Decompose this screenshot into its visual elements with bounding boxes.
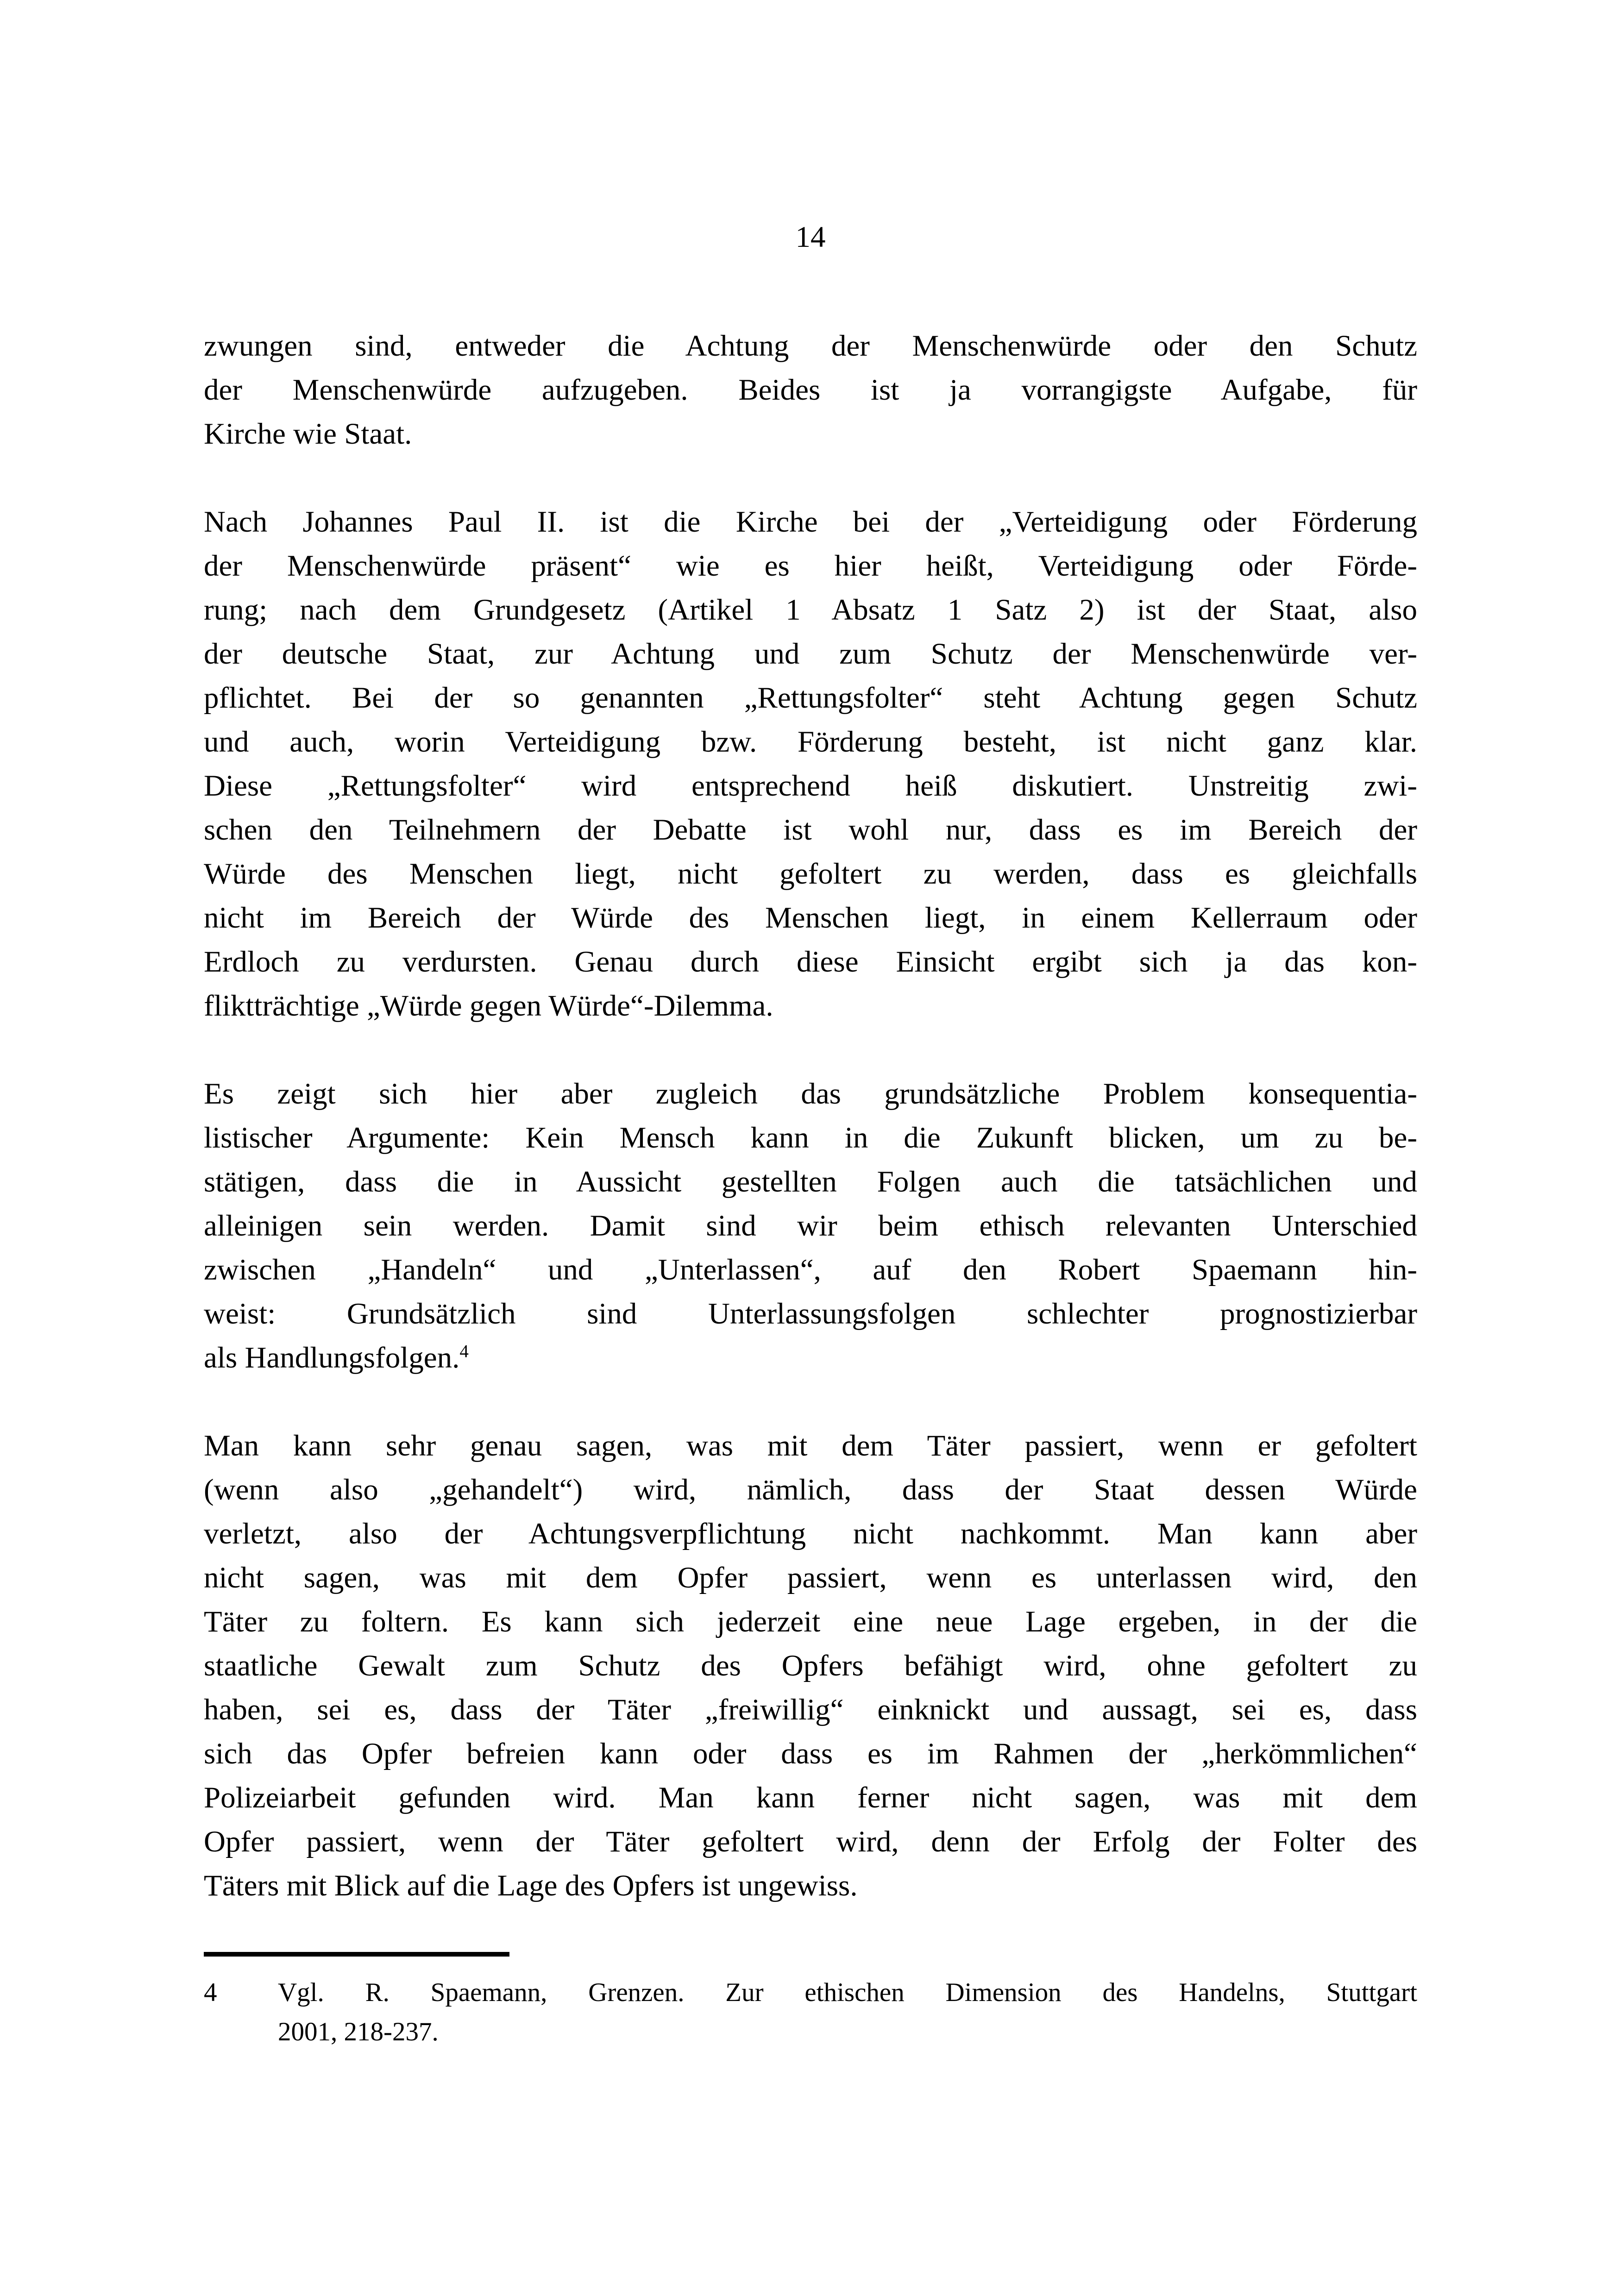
text-line: rung; nach dem Grundgesetz (Artikel 1 Absatz 1 Satz 2) ist der Staat, also [204, 593, 1417, 627]
text-line: Würde des Menschen liegt, nicht gefoltert zu werden, dass es gleichfalls [204, 857, 1417, 891]
text-line: pflichtet. Bei der so genannten „Rettungsfolter“ steht Achtung gegen Schutz [204, 681, 1417, 715]
footnote-separator [204, 1952, 509, 1957]
footnote-reference: 4 [459, 1341, 469, 1361]
text-line: Täter zu foltern. Es kann sich jederzeit eine neue Lage ergeben, in der die [204, 1605, 1417, 1638]
text-line: nicht sagen, was mit dem Opfer passiert, wenn es unterlassen wird, den [204, 1561, 1417, 1594]
text-line: Täters mit Blick auf die Lage des Opfers ist ungewiss. [204, 1869, 858, 1902]
text-line: als Handlungsfolgen.$^4$ [204, 1341, 469, 1374]
paragraph [204, 1072, 1417, 1380]
text-line: der deutsche Staat, zur Achtung und zum Schutz der Menschenwürde ver- [204, 637, 1417, 671]
text-line: 2001, 218-237. [278, 2017, 439, 2046]
text-line: Es zeigt sich hier aber zugleich das grundsätzliche Problem konsequentia- [204, 1077, 1417, 1110]
paragraph [204, 324, 1417, 456]
footnote-marker: 4 [204, 1978, 217, 2007]
footnote [204, 1973, 1417, 2051]
paragraph [204, 500, 1417, 1028]
text-line: staatliche Gewalt zum Schutz des Opfers befähigt wird, ohne gefoltert zu [204, 1649, 1417, 1682]
text-line: (wenn also „gehandelt“) wird, nämlich, dass der Staat dessen Würde [204, 1473, 1417, 1506]
text-line: Man kann sehr genau sagen, was mit dem Täter passiert, wenn er gefoltert [204, 1429, 1417, 1462]
text-line: Kirche wie Staat. [204, 417, 412, 451]
text-line: nicht im Bereich der Würde des Menschen liegt, in einem Kellerraum oder [204, 901, 1417, 935]
text-line: Polizeiarbeit gefunden wird. Man kann ferner nicht sagen, was mit dem [204, 1781, 1417, 1814]
text-line: und auch, worin Verteidigung bzw. Förderung besteht, ist nicht ganz klar. [204, 725, 1417, 759]
text-line: sich das Opfer befreien kann oder dass es im Rahmen der „herkömmlichen“ [204, 1737, 1417, 1770]
text-line: Opfer passiert, wenn der Täter gefoltert wird, denn der Erfolg der Folter des [204, 1825, 1417, 1858]
text-line: der Menschenwürde präsent“ wie es hier heißt, Verteidigung oder Förde- [204, 549, 1417, 583]
body-text [204, 324, 1417, 1908]
text-line: schen den Teilnehmern der Debatte ist wohl nur, dass es im Bereich der [204, 813, 1417, 847]
text-line: der Menschenwürde aufzugeben. Beides ist ja vorrangigste Aufgabe, für [204, 373, 1417, 407]
text-line: weist: Grundsätzlich sind Unterlassungsfolgen schlechter prognostizierbar [204, 1297, 1417, 1330]
text-line: listischer Argumente: Kein Mensch kann in die Zukunft blicken, um zu be- [204, 1121, 1417, 1154]
text-line: verletzt, also der Achtungsverpflichtung nicht nachkommt. Man kann aber [204, 1517, 1417, 1550]
text-line: Erdloch zu verdursten. Genau durch diese Einsicht ergibt sich ja das kon- [204, 945, 1417, 979]
text-line: zwischen „Handeln“ und „Unterlassen“, auf den Robert Spaemann hin- [204, 1253, 1417, 1286]
paragraph [204, 1424, 1417, 1908]
page-number: 14 [795, 220, 826, 254]
text-line: haben, sei es, dass der Täter „freiwillig“ einknickt und aussagt, sei es, dass [204, 1693, 1417, 1726]
text-line: zwungen sind, entweder die Achtung der Menschenwürde oder den Schutz [204, 329, 1417, 363]
text-line: alleinigen sein werden. Damit sind wir beim ethisch relevanten Unterschied [204, 1209, 1417, 1242]
text-line: fliktträchtige „Würde gegen Würde“-Dilemma. [204, 989, 773, 1023]
text-line: stätigen, dass die in Aussicht gestellten Folgen auch die tatsächlichen und [204, 1165, 1417, 1198]
text-line: Diese „Rettungsfolter“ wird entsprechend heiß diskutiert. Unstreitig zwi- [204, 769, 1417, 803]
text-line: Nach Johannes Paul II. ist die Kirche bei der „Verteidigung oder Förderung [204, 505, 1417, 539]
footnote-lines [278, 1973, 1417, 2051]
text-line: Vgl. R. Spaemann, Grenzen. Zur ethischen Dimension des Handelns, Stuttgart [278, 1978, 1417, 2007]
